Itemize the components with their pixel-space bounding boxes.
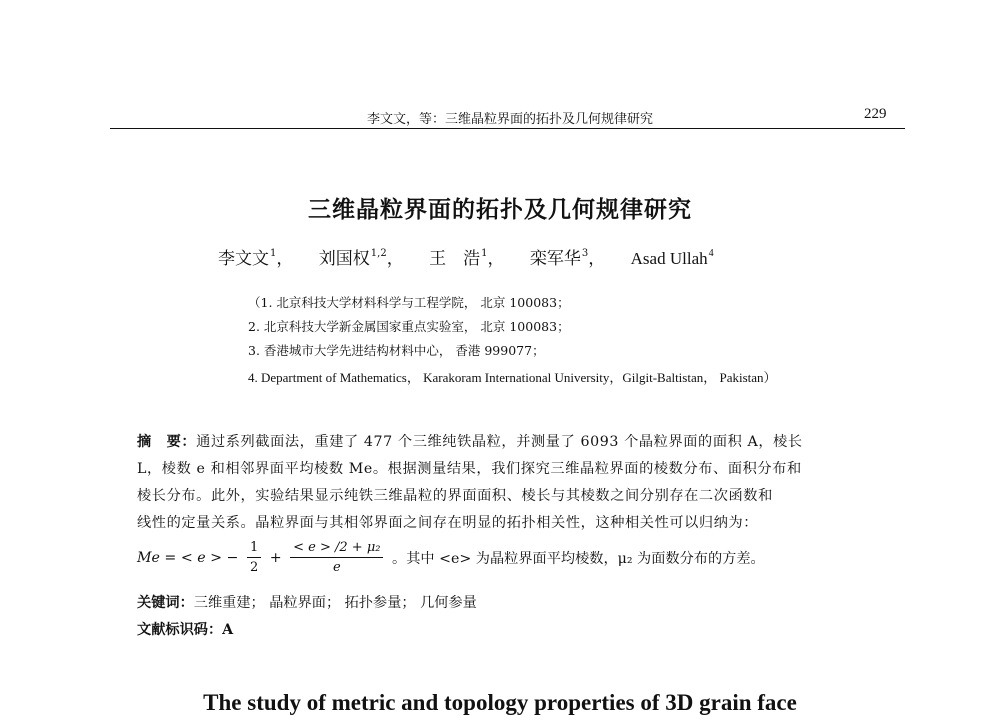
- keywords-label: 关键词：: [137, 595, 194, 611]
- abstract-line: 棱长分布。此外，实验结果显示纯铁三维晶粒的界面面积、棱长与其棱数之间分别存在二次函数和: [137, 488, 773, 504]
- author: 栾军华$^3$，: [529, 248, 606, 269]
- document-code: [137, 619, 233, 639]
- author-list: [218, 244, 734, 269]
- author: 刘国权$^{1,2}$，: [318, 248, 404, 269]
- paper-title-cn: 三维晶粒界面的拓扑及几何规律研究: [308, 196, 692, 223]
- formula: Me = < e > − $\frac{1}{2}$ + $\frac{\text{< e > /2 + μ₂}}{e}$ 。其中 <e> 为晶粒界面平均棱数，μ₂ 为面数分布的方差。: [137, 540, 765, 575]
- affiliation: 2. 北京科技大学新金属国家重点实验室， 北京 100083；: [248, 319, 570, 334]
- abstract-line: 线性的定量关系。晶粒界面与其相邻界面之间存在明显的拓扑相关性，这种相关性可以归纳为：: [137, 515, 759, 531]
- fraction: $\frac{\text{< e > /2 + μ₂}}{e}$: [290, 540, 383, 575]
- keywords-text: 三维重建； 晶粒界面； 拓扑参量； 几何参量: [193, 595, 477, 611]
- affiliation: （1. 北京科技大学材料科学与工程学院， 北京 100083；: [248, 295, 570, 310]
- paper-title-en: The study of metric and topology properties of 3D grain face: [203, 690, 797, 715]
- keywords: [137, 592, 477, 612]
- affiliation: 3. 香港城市大学先进结构材料中心， 香港 999077；: [248, 343, 545, 358]
- abstract-label: 摘 要：: [137, 434, 197, 450]
- fraction: $\frac{1}{2}$: [247, 540, 261, 575]
- author: 王 浩$^1$，: [429, 248, 505, 269]
- document-code-value: A: [222, 622, 234, 638]
- author: 李文文$^1$，: [218, 248, 294, 269]
- page-number: 229: [864, 106, 887, 122]
- running-head: 李文文，等：三维晶粒界面的拓扑及几何规律研究: [366, 112, 653, 127]
- formula-lhs: Me = < e > −: [137, 549, 239, 566]
- formula-tail: 。其中 <e> 为晶粒界面平均棱数，μ₂ 为面数分布的方差。: [392, 550, 765, 567]
- abstract-line: L，棱数 e 和相邻界面平均棱数 Me。根据测量结果，我们探究三维晶粒界面的棱数分布、面积分布和: [137, 461, 802, 477]
- author: Asad Ullah$^4$: [630, 248, 714, 268]
- header-rule: [110, 128, 905, 129]
- abstract-line: 摘 要：通过系列截面法，重建了 477 个三维纯铁晶粒，并测量了 6093 个晶粒界面的面积 A，棱长: [137, 434, 803, 450]
- document-code-label: 文献标识码：: [137, 622, 223, 638]
- affiliation: 4. Department of Mathematics， Karakoram International University，Gilgit-Baltistan， Pakistan）: [248, 370, 777, 385]
